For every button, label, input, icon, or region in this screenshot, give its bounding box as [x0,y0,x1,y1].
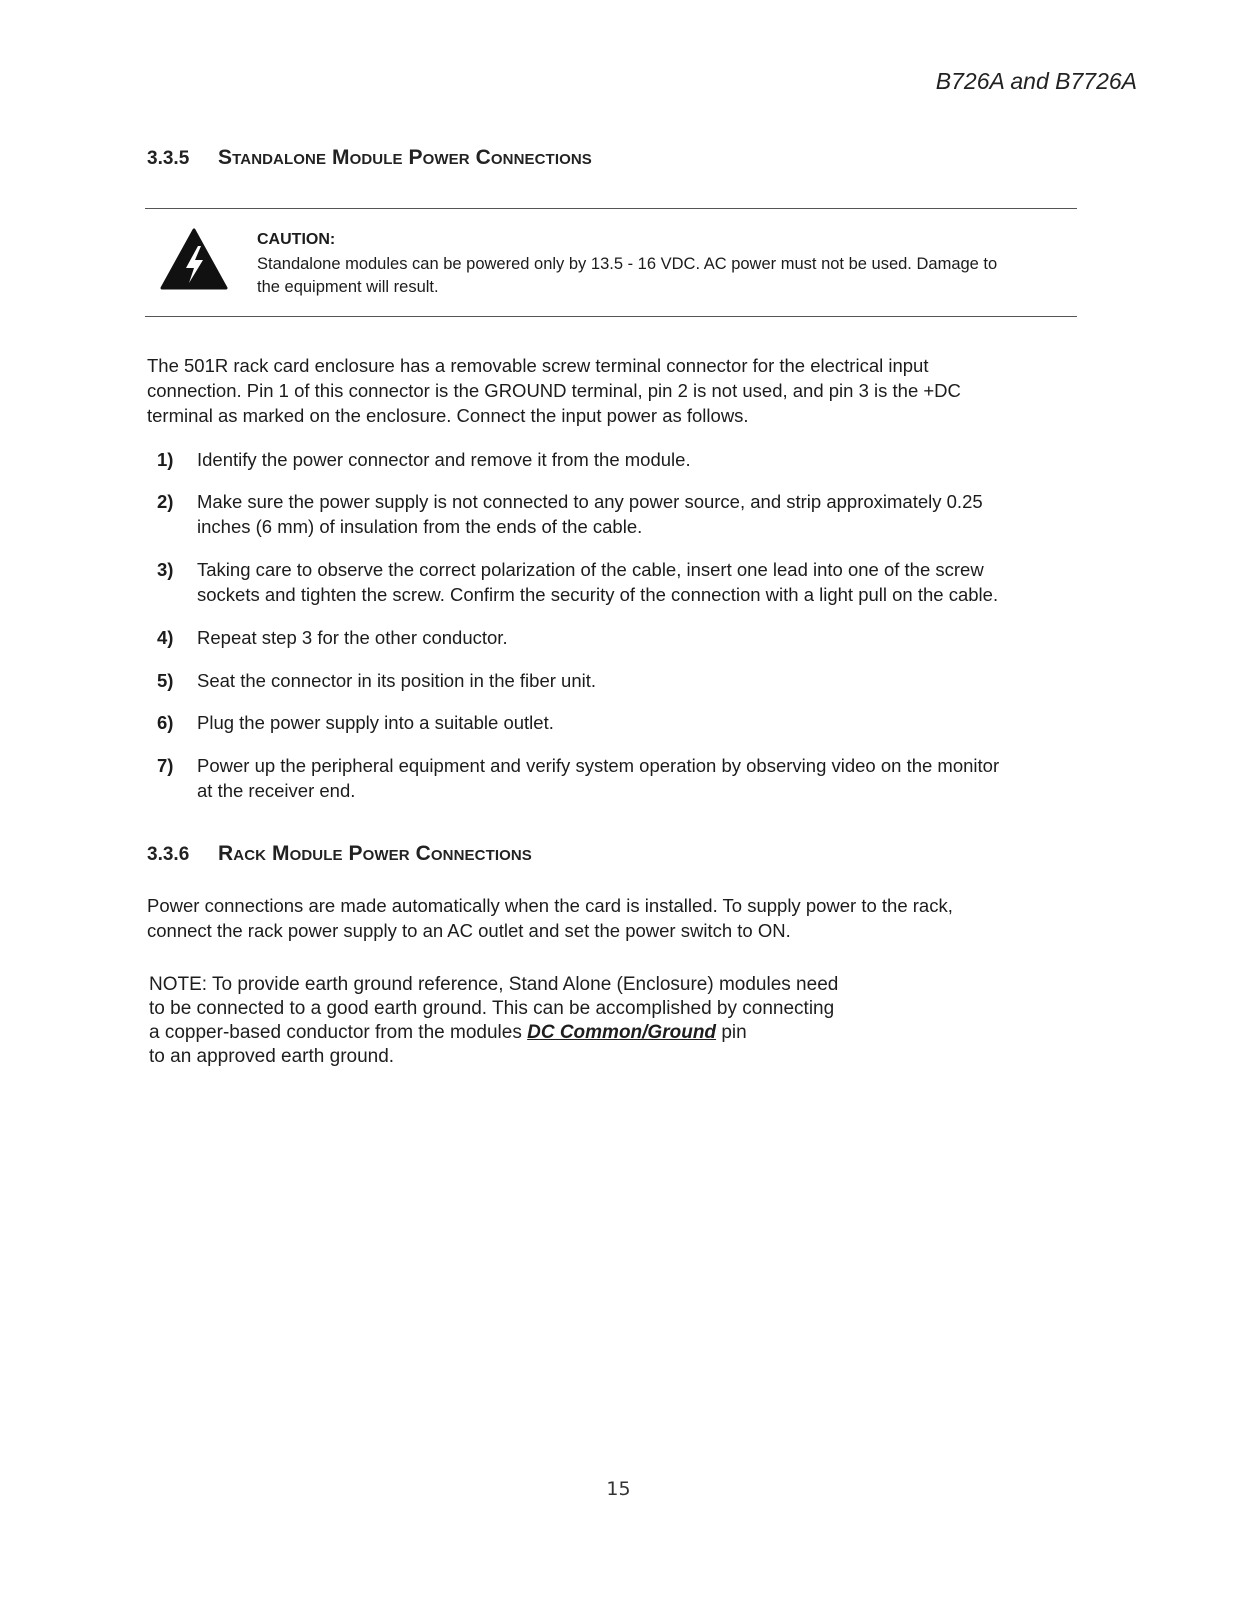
dc-common-ground-emphasis: DC Common/Ground [527,1022,717,1043]
step-text: Taking care to observe the correct polarization of the cable, insert one lead into one of the screw [197,559,984,580]
step-item [157,489,1072,539]
section-number: 3.3.6 [147,844,190,865]
note-line [149,1021,909,1045]
caution-bottom-rule [145,316,1077,317]
caution-top-rule [145,208,1077,209]
note-text: a copper-based conductor from the modules [149,1022,528,1043]
step-text: Plug the power supply into a suitable outlet. [197,712,554,733]
paragraph-line: terminal as marked on the enclosure. Connect the input power as follows. [147,405,749,426]
note-line: NOTE: To provide earth ground reference, Stand Alone (Enclosure) modules need [149,974,839,995]
step-text: Make sure the power supply is not connected to any power source, and strip approximately 0.25 [197,491,983,512]
paragraph-line: The 501R rack card enclosure has a removable screw terminal connector for the electrical input [147,355,929,376]
section-title: Standalone Module Power Connections [218,146,592,169]
step-text: Identify the power connector and remove it from the module. [197,449,691,470]
step-number: 5) [157,670,174,691]
section-heading-3-3-6 [147,842,532,866]
note-text: pin [716,1022,747,1043]
step-text: at the receiver end. [197,780,356,801]
step-text: Power up the peripheral equipment and verify system operation by observing video on the monitor [197,755,1000,776]
step-item [157,447,1072,472]
step-item [157,710,1072,735]
step-item [157,625,1072,650]
paragraph-line: connection. Pin 1 of this connector is the GROUND terminal, pin 2 is not used, and pin 3 is the +DC [147,380,961,401]
note-line: to an approved earth ground. [149,1046,395,1067]
step-number: 2) [157,491,174,512]
step-number: 3) [157,559,174,580]
step-text: inches (6 mm) of insulation from the ends of the cable. [197,516,643,537]
paragraph-line: connect the rack power supply to an AC outlet and set the power switch to ON. [147,920,791,941]
paragraph-line: Power connections are made automatically when the card is installed. To supply power to the rack, [147,895,953,916]
electrical-hazard-warning-icon [160,228,228,290]
step-number: 6) [157,712,174,733]
caution-title: CAUTION: [257,231,336,248]
document-header-title: B726A and B7726A [935,68,1137,94]
step-text: Seat the connector in its position in the fiber unit. [197,670,597,691]
step-number: 4) [157,627,174,648]
step-text: Repeat step 3 for the other conductor. [197,627,508,648]
step-number: 7) [157,755,174,776]
rack-power-paragraph [147,893,1047,943]
section-number: 3.3.5 [147,148,190,169]
earth-ground-note [149,973,909,1069]
step-number: 1) [157,449,174,470]
page-number: 15 [606,1478,631,1500]
caution-text [257,253,1067,299]
section-heading-3-3-5 [147,146,592,170]
section-title: Rack Module Power Connections [218,842,532,865]
intro-paragraph [147,353,1047,428]
caution-line: Standalone modules can be powered only by 13.5 - 16 VDC. AC power must not be used. Damage to [257,255,998,273]
note-line: to be connected to a good earth ground. This can be accomplished by connecting [149,998,835,1019]
step-item [157,557,1072,607]
step-text: sockets and tighten the screw. Confirm the security of the connection with a light pull on the cable. [197,584,999,605]
step-item [157,753,1072,803]
step-item [157,668,1072,693]
caution-line: the equipment will result. [257,278,439,296]
